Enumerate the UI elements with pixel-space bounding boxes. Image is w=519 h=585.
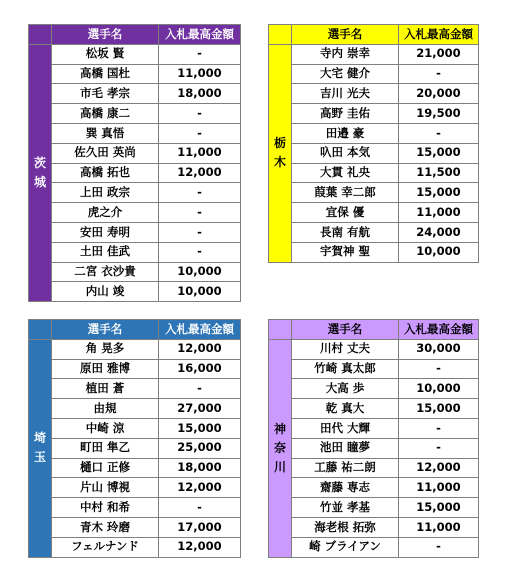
player-name: 齋藤 専志	[292, 478, 399, 498]
max-bid-amount: 15,000	[399, 143, 479, 163]
max-bid-amount: 15,000	[399, 183, 479, 203]
prefecture-char: 奈	[273, 440, 286, 455]
max-bid-amount: 25,000	[159, 438, 241, 458]
table-row	[269, 458, 479, 478]
player-name: 松坂 賢	[52, 44, 159, 64]
table-row	[29, 104, 241, 124]
table-row	[29, 44, 241, 64]
player-name: 宇賀神 聖	[292, 242, 399, 262]
max-bid-amount: -	[159, 242, 241, 262]
player-name: 海老根 拓弥	[292, 517, 399, 537]
table-row	[269, 537, 479, 557]
header-corner	[29, 25, 52, 45]
header-corner	[29, 320, 52, 340]
prefecture-char: 城	[33, 174, 46, 189]
table-row	[29, 123, 241, 143]
table-row	[269, 183, 479, 203]
player-name: 片山 博視	[52, 478, 159, 498]
max-bid-amount: 10,000	[399, 242, 479, 262]
player-name: 巽 真悟	[52, 123, 159, 143]
max-bid-amount: 21,000	[399, 44, 479, 64]
max-bid-amount: 11,000	[159, 64, 241, 84]
player-name: 大高 歩	[292, 379, 399, 399]
table-row	[29, 203, 241, 223]
player-name: 植田 蒼	[52, 379, 159, 399]
table-row	[269, 418, 479, 438]
table-row	[29, 143, 241, 163]
max-bid-amount: 10,000	[159, 282, 241, 302]
header-row	[269, 320, 479, 340]
table-row	[269, 498, 479, 518]
table-row	[269, 123, 479, 143]
max-bid-amount: -	[159, 123, 241, 143]
player-name: 吉川 光夫	[292, 84, 399, 104]
table-row	[29, 418, 241, 438]
table-row	[269, 379, 479, 399]
table-row	[269, 399, 479, 419]
table-row	[269, 64, 479, 84]
player-name: 土田 佳武	[52, 242, 159, 262]
prefecture-char: 栃	[273, 136, 286, 151]
max-bid-amount: 17,000	[159, 517, 241, 537]
max-bid-amount: -	[399, 537, 479, 557]
max-bid-amount: -	[159, 203, 241, 223]
table-row	[269, 438, 479, 458]
team-table-kanagawa	[268, 319, 479, 558]
max-bid-amount: 20,000	[399, 84, 479, 104]
player-name: 葭葉 幸二郎	[292, 183, 399, 203]
max-bid-amount: 10,000	[399, 379, 479, 399]
player-name: 工藤 祐二朗	[292, 458, 399, 478]
player-name: 中崎 涼	[52, 418, 159, 438]
max-bid-amount: 16,000	[159, 359, 241, 379]
max-bid-amount: 11,000	[399, 203, 479, 223]
max-bid-amount: 11,000	[399, 517, 479, 537]
player-name: 田代 大輝	[292, 418, 399, 438]
header-max-bid: 入札最高金額	[399, 25, 479, 45]
table-row	[29, 458, 241, 478]
table-row	[29, 399, 241, 419]
player-name: 二宮 衣沙貴	[52, 262, 159, 282]
prefecture-label	[29, 339, 52, 557]
prefecture-char: 川	[273, 459, 286, 474]
table-row	[29, 163, 241, 183]
header-player-name: 選手名	[52, 320, 159, 340]
max-bid-amount: 12,000	[159, 478, 241, 498]
player-name: 竹並 孝基	[292, 498, 399, 518]
table-row	[29, 517, 241, 537]
player-name: 川村 丈夫	[292, 339, 399, 359]
max-bid-amount: -	[159, 379, 241, 399]
prefecture-label	[269, 44, 292, 262]
table-row	[269, 44, 479, 64]
player-name: フェルナンド	[52, 537, 159, 557]
player-name: 崎 ブライアン	[292, 537, 399, 557]
max-bid-amount: -	[159, 44, 241, 64]
max-bid-amount: 12,000	[159, 339, 241, 359]
header-max-bid: 入札最高金額	[159, 320, 241, 340]
header-corner	[269, 25, 292, 45]
max-bid-amount: 15,000	[399, 498, 479, 518]
prefecture-char: 埼	[33, 431, 46, 446]
table-row	[29, 537, 241, 557]
player-name: 角 晃多	[52, 339, 159, 359]
table-row	[29, 222, 241, 242]
table-row	[29, 242, 241, 262]
player-name: 佐久田 英尚	[52, 143, 159, 163]
player-name: 上田 政宗	[52, 183, 159, 203]
table-row	[29, 339, 241, 359]
player-name: 市毛 孝宗	[52, 84, 159, 104]
prefecture-label	[29, 44, 52, 301]
max-bid-amount: 15,000	[159, 418, 241, 438]
player-name: 樋口 正修	[52, 458, 159, 478]
player-name: 青木 玲磨	[52, 517, 159, 537]
player-name: 高橋 国杜	[52, 64, 159, 84]
table-row	[29, 438, 241, 458]
max-bid-amount: -	[399, 359, 479, 379]
max-bid-amount: 15,000	[399, 399, 479, 419]
max-bid-amount: 11,000	[159, 143, 241, 163]
table-row	[269, 203, 479, 223]
header-row	[29, 320, 241, 340]
max-bid-amount: -	[399, 438, 479, 458]
player-name: 安田 寿明	[52, 222, 159, 242]
max-bid-amount: 12,000	[159, 163, 241, 183]
max-bid-amount: -	[399, 123, 479, 143]
player-name: 高野 圭佑	[292, 104, 399, 124]
prefecture-char: 神	[273, 421, 286, 436]
max-bid-amount: -	[159, 104, 241, 124]
player-name: 長南 有航	[292, 222, 399, 242]
table-row	[29, 498, 241, 518]
max-bid-amount: 11,000	[399, 478, 479, 498]
prefecture-label	[269, 339, 292, 557]
player-name: 高橋 拓也	[52, 163, 159, 183]
table-row	[29, 183, 241, 203]
header-row	[269, 25, 479, 45]
table-row	[269, 517, 479, 537]
player-name: 由規	[52, 399, 159, 419]
player-name: 原田 雅博	[52, 359, 159, 379]
prefecture-char: 玉	[33, 450, 46, 465]
max-bid-amount: 27,000	[159, 399, 241, 419]
max-bid-amount: -	[399, 418, 479, 438]
header-player-name: 選手名	[292, 25, 399, 45]
team-table-tochigi	[268, 24, 479, 263]
table-row	[29, 478, 241, 498]
table-row	[269, 104, 479, 124]
header-max-bid: 入札最高金額	[399, 320, 479, 340]
table-row	[269, 359, 479, 379]
header-player-name: 選手名	[292, 320, 399, 340]
max-bid-amount: -	[159, 183, 241, 203]
player-name: 宜保 優	[292, 203, 399, 223]
player-name: 寺内 崇幸	[292, 44, 399, 64]
max-bid-amount: 30,000	[399, 339, 479, 359]
table-row	[29, 282, 241, 302]
max-bid-amount: 19,500	[399, 104, 479, 124]
table-row	[269, 163, 479, 183]
player-name: 中村 和希	[52, 498, 159, 518]
table-row	[269, 222, 479, 242]
team-table-saitama	[28, 319, 241, 558]
max-bid-amount: -	[399, 64, 479, 84]
player-name: 叺田 本気	[292, 143, 399, 163]
player-name: 乾 真大	[292, 399, 399, 419]
player-name: 池田 瞳夢	[292, 438, 399, 458]
player-name: 町田 隼乙	[52, 438, 159, 458]
table-row	[29, 359, 241, 379]
player-name: 高橋 康二	[52, 104, 159, 124]
team-table-ibaraki	[28, 24, 241, 302]
player-name: 大宅 健介	[292, 64, 399, 84]
max-bid-amount: -	[159, 222, 241, 242]
table-row	[29, 379, 241, 399]
header-row	[29, 25, 241, 45]
header-corner	[269, 320, 292, 340]
header-player-name: 選手名	[52, 25, 159, 45]
table-row	[29, 84, 241, 104]
table-row	[29, 64, 241, 84]
table-row	[29, 262, 241, 282]
header-max-bid: 入札最高金額	[159, 25, 241, 45]
table-row	[269, 84, 479, 104]
table-row	[269, 339, 479, 359]
player-name: 内山 竣	[52, 282, 159, 302]
player-name: 竹崎 真太郎	[292, 359, 399, 379]
max-bid-amount: 12,000	[159, 537, 241, 557]
max-bid-amount: -	[159, 498, 241, 518]
table-row	[269, 143, 479, 163]
player-name: 虎之介	[52, 203, 159, 223]
table-row	[269, 242, 479, 262]
max-bid-amount: 18,000	[159, 458, 241, 478]
prefecture-char: 木	[273, 155, 286, 170]
prefecture-char: 茨	[33, 155, 46, 170]
player-name: 田邉 豪	[292, 123, 399, 143]
table-row	[269, 478, 479, 498]
player-name: 大貫 礼央	[292, 163, 399, 183]
max-bid-amount: 18,000	[159, 84, 241, 104]
max-bid-amount: 24,000	[399, 222, 479, 242]
max-bid-amount: 12,000	[399, 458, 479, 478]
max-bid-amount: 10,000	[159, 262, 241, 282]
max-bid-amount: 11,500	[399, 163, 479, 183]
